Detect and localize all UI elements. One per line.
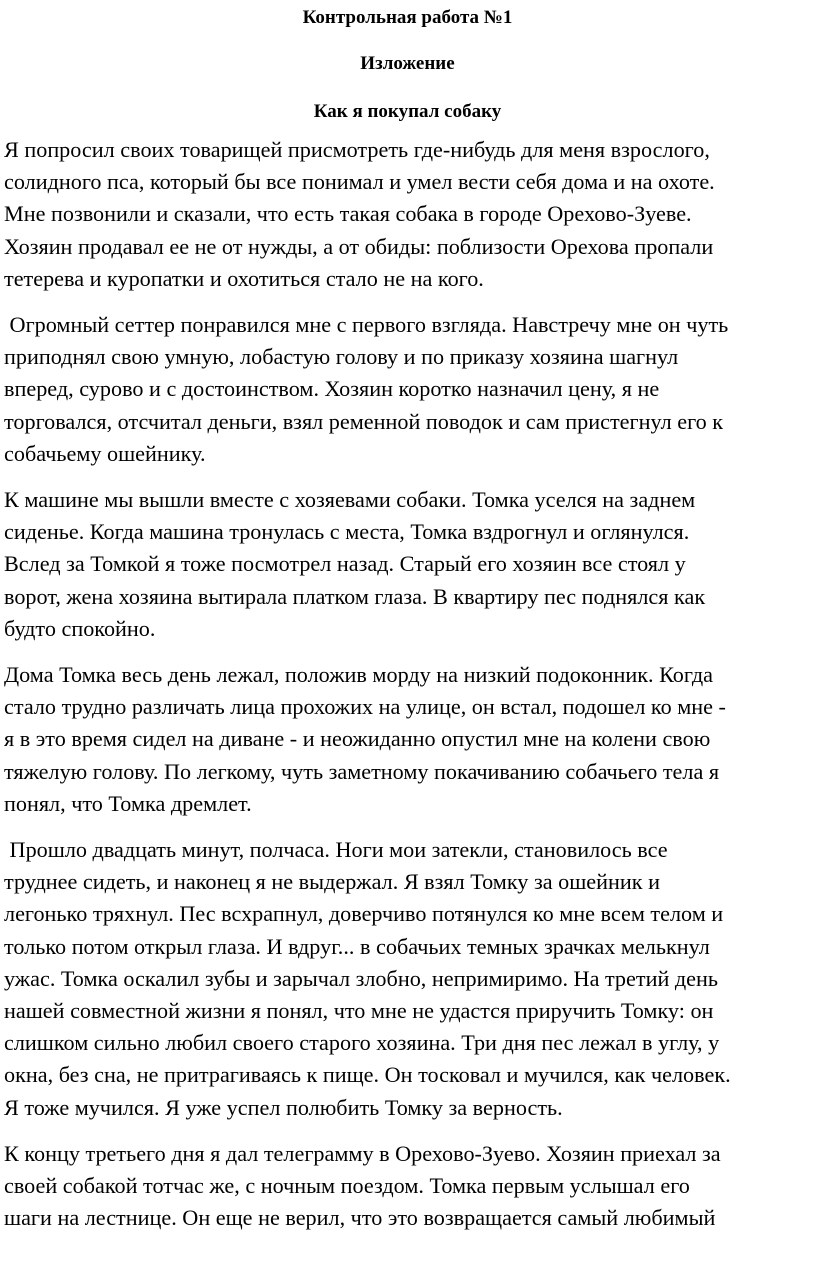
text-line: Хозяин продавал ее не от нужды, а от обиды: поблизости Орехова пропали bbox=[4, 233, 714, 259]
text-line: Мне позвонили и сказали, что есть такая собака в городе Орехово-Зуеве. bbox=[4, 201, 692, 227]
paragraph-6 bbox=[4, 1138, 811, 1235]
text-line: легонько тряхнул. Пес всхрапнул, доверчиво потянулся ко мне всем телом и bbox=[4, 901, 724, 927]
paragraph-3 bbox=[4, 484, 811, 645]
text-line: Я попросил своих товарищей присмотреть где-нибудь для меня взрослого, bbox=[4, 137, 710, 162]
text-line: сиденье. Когда машина тронулась с места, Томка вздрогнул и оглянулся. bbox=[4, 519, 690, 545]
text-line: стало трудно различать лица прохожих на улице, он встал, подошел ко мне - bbox=[4, 694, 726, 720]
text-line: тетерева и куропатки и охотиться стало не на кого. bbox=[4, 265, 484, 291]
text-line: только потом открыл глаза. И вдруг... в собачьих темных зрачках мелькнул bbox=[4, 933, 710, 959]
text-line: К концу третьего дня я дал телеграмму в Орехово-Зуево. Хозяин приехал за bbox=[4, 1140, 721, 1166]
text-line: приподнял свою умную, лобастую голову и по приказу хозяина шагнул bbox=[4, 344, 679, 370]
paragraph-4 bbox=[4, 659, 811, 820]
text-line: я в это время сидел на диване - и неожиданно опустил мне на колени свою bbox=[4, 726, 711, 752]
text-line: К машине мы вышли вместе с хозяевами собаки. Томка уселся на заднем bbox=[4, 487, 696, 513]
text-line: Я тоже мучился. Я уже успел полюбить Томку за верность. bbox=[4, 1094, 563, 1120]
text-line: понял, что Томка дремлет. bbox=[4, 790, 252, 816]
text-line: будто спокойно. bbox=[4, 615, 156, 641]
text-line: окна, без сна, не притрагиваясь к пище. Он тосковал и мучился, как человек. bbox=[4, 1062, 731, 1088]
text-line: солидного пса, который бы все понимал и умел вести себя дома и на охоте. bbox=[4, 169, 715, 195]
paragraph-2 bbox=[4, 309, 811, 470]
text-line: ужас. Томка оскалил зубы и зарычал злобно, непримиримо. На третий день bbox=[4, 965, 718, 991]
document-subtitle: Изложение bbox=[360, 53, 455, 74]
text-line: тяжелую голову. По легкому, чуть заметному покачиванию собачьего тела я bbox=[4, 758, 720, 784]
text-line: нашей совместной жизни я понял, что мне не удастся приручить Томку: он bbox=[4, 998, 714, 1024]
paragraph-1 bbox=[4, 134, 811, 295]
text-line: шаги на лестнице. Он еще не верил, что это возвращается самый любимый bbox=[4, 1205, 716, 1231]
text-line: Огромный сеттер понравился мне с первого взгляда. Навстречу мне он чуть bbox=[4, 312, 729, 338]
text-line: вперед, сурово и с достоинством. Хозяин коротко назначил цену, я не bbox=[4, 376, 660, 402]
document-title: Контрольная работа №1 bbox=[302, 7, 513, 28]
text-line: ворот, жена хозяина вытирала платком глаза. В квартиру пес поднялся как bbox=[4, 583, 706, 609]
text-line: своей собакой тотчас же, с ночным поездом. Томка первым услышал его bbox=[4, 1173, 690, 1199]
text-line: Дома Томка весь день лежал, положив морду на низкий подоконник. Когда bbox=[4, 662, 714, 688]
paragraph-5 bbox=[4, 834, 811, 1124]
text-line: труднее сидеть, и наконец я не выдержал. Я взял Томку за ошейник и bbox=[4, 869, 660, 895]
text-line: Вслед за Томкой я тоже посмотрел назад. Старый его хозяин все стоял у bbox=[4, 551, 686, 577]
text-line: собачьему ошейнику. bbox=[4, 440, 206, 466]
text-line: слишком сильно любил своего старого хозяина. Три дня пес лежал в углу, у bbox=[4, 1030, 720, 1056]
story-title: Как я покупал собаку bbox=[313, 101, 502, 122]
text-line: Прошло двадцать минут, полчаса. Ноги мои затекли, становилось все bbox=[4, 837, 668, 863]
text-line: торговался, отсчитал деньги, взял ременной поводок и сам пристегнул его к bbox=[4, 408, 724, 434]
